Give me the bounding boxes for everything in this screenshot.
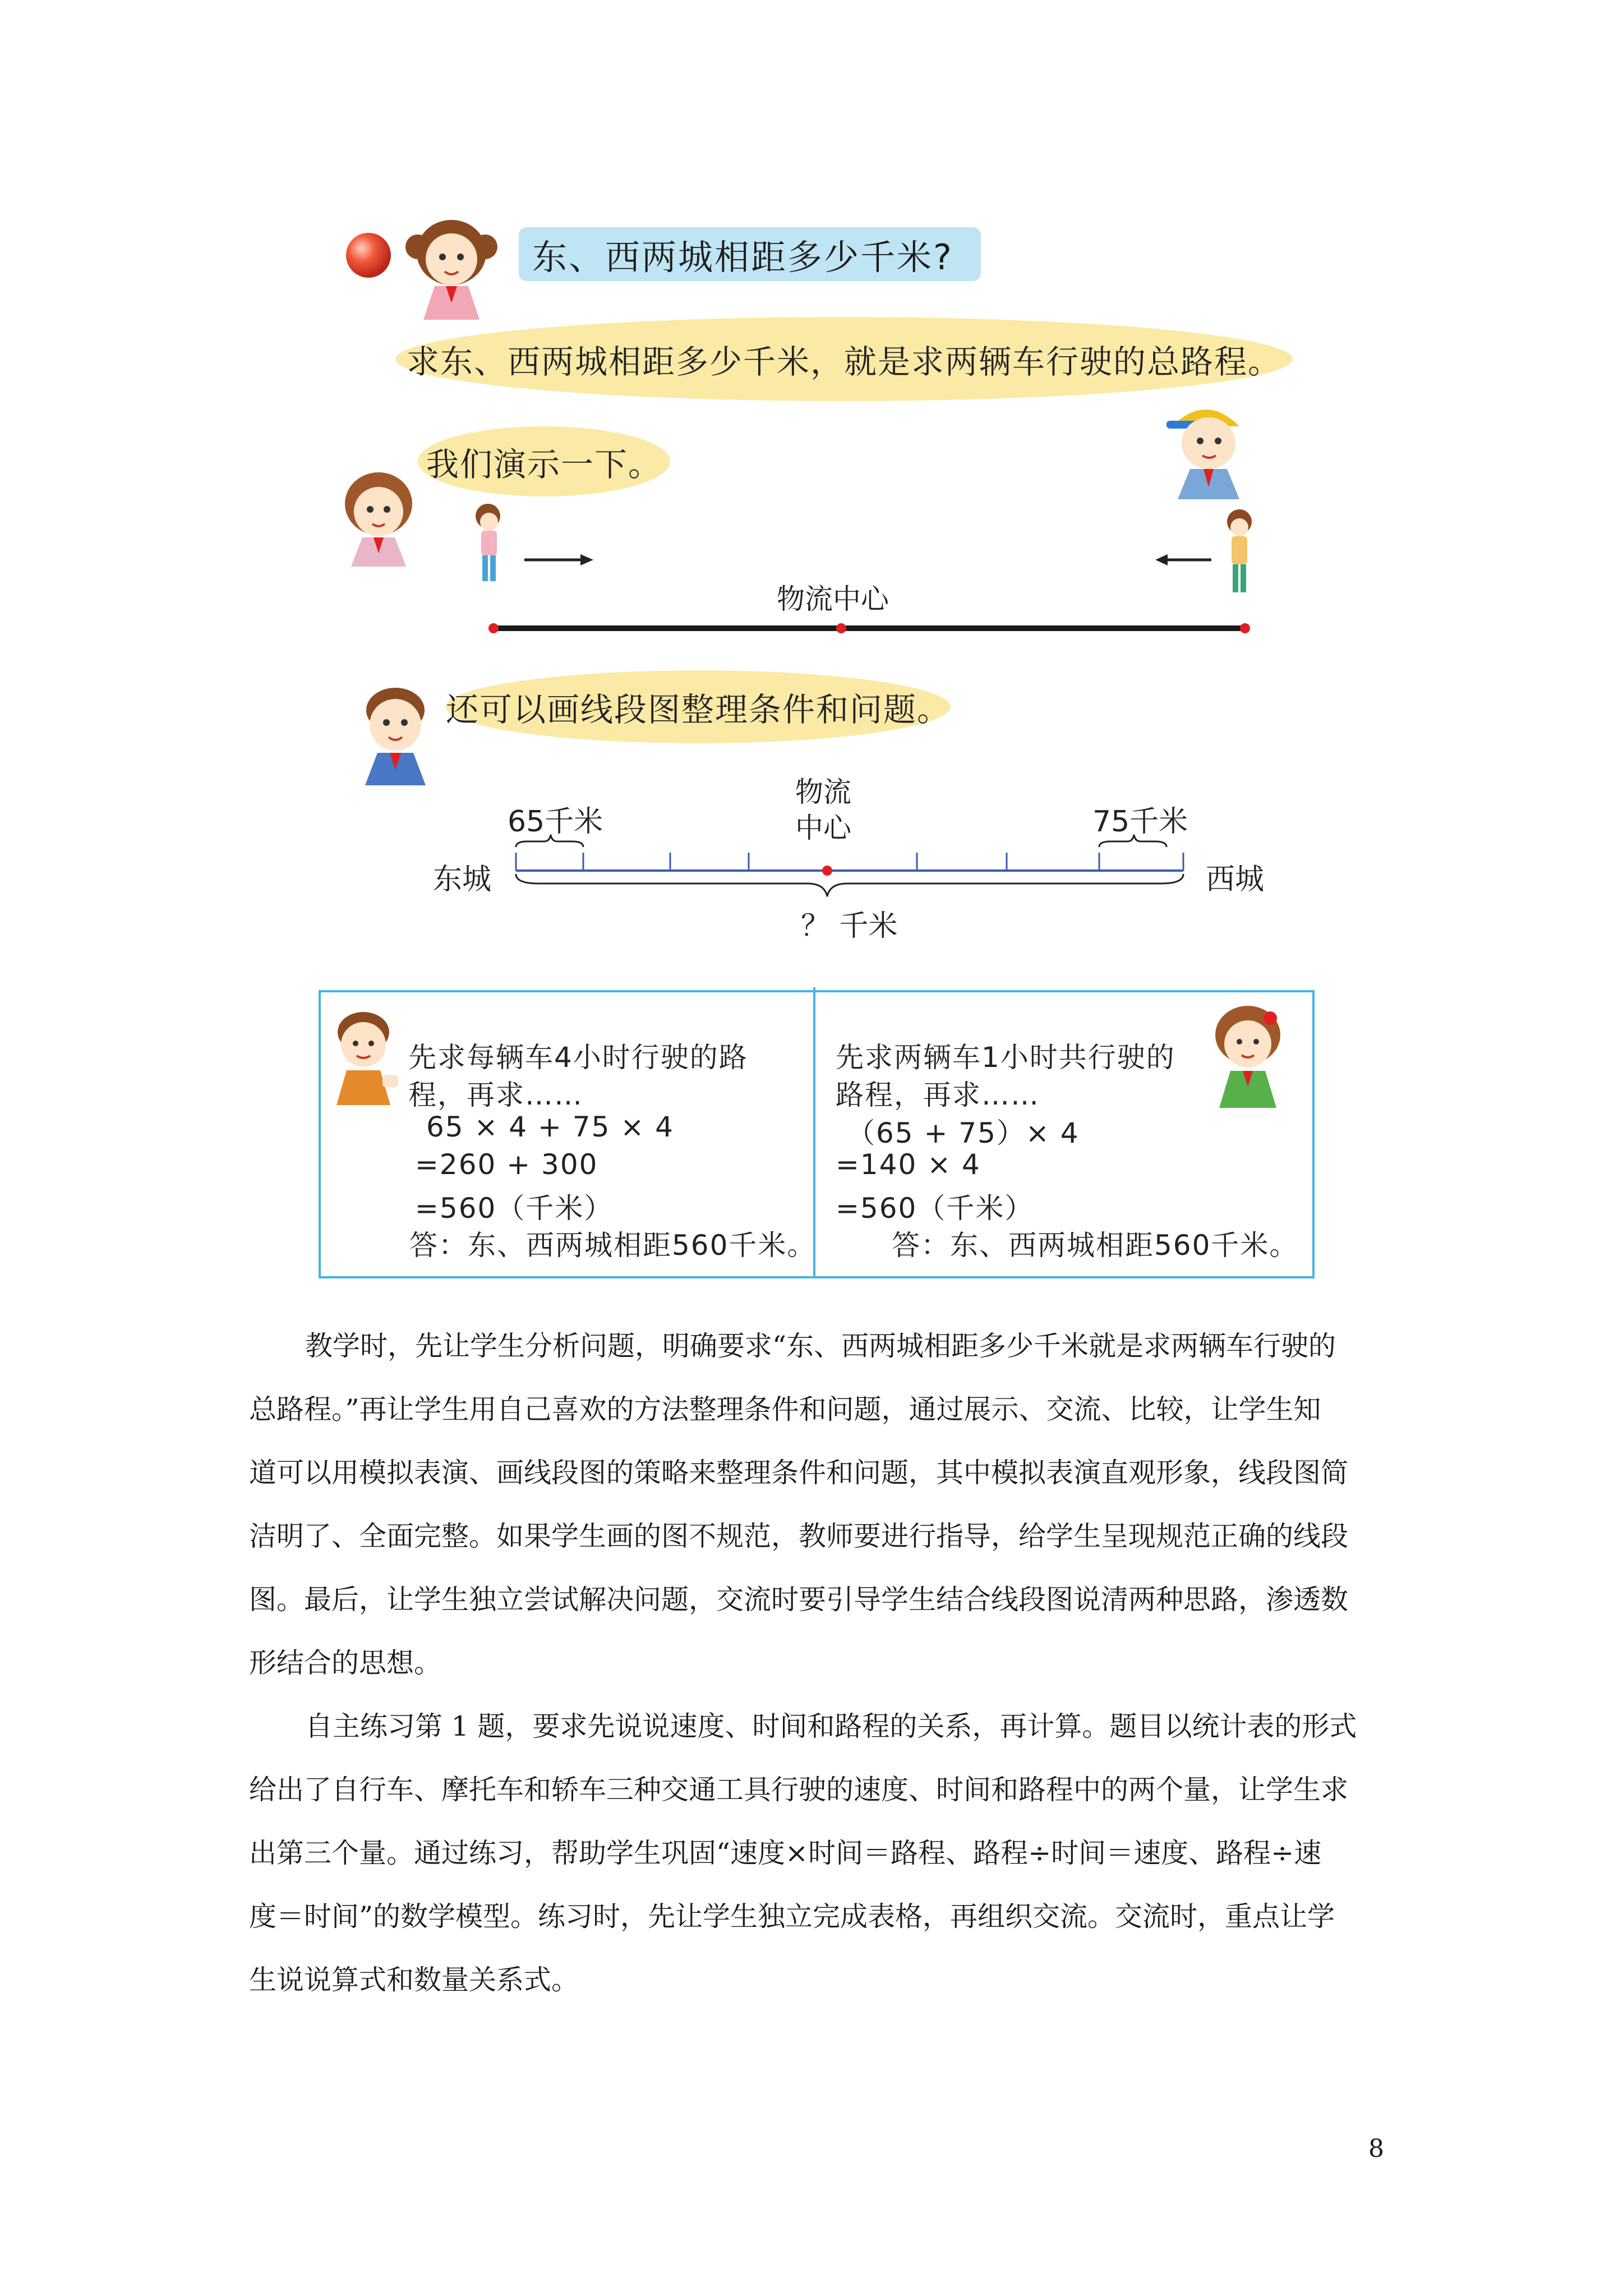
right-end-label: 西城 xyxy=(1206,863,1265,896)
red-ball-icon xyxy=(343,230,394,280)
paragraph-line: 给出了自行车、摩托车和轿车三种交通工具行驶的速度、时间和路程中的两个量，让学生求 xyxy=(249,1774,1349,1806)
right-method-eq3: =560（千米） xyxy=(836,1192,1034,1225)
left-method-answer: 答：东、西两城相距560千米。 xyxy=(409,1229,817,1262)
top-question-bubble xyxy=(519,227,981,281)
top-question-text: 东、西两城相距多少千米? xyxy=(532,236,953,278)
boy-icon xyxy=(345,673,446,785)
right-method-eq1: （65 + 75）× 4 xyxy=(847,1117,1080,1149)
right-method-line2: 路程，再求…… xyxy=(836,1079,1040,1111)
boy-left-icon xyxy=(324,1004,408,1105)
paragraph-line: 出第三个量。通过练习，帮助学生巩固“速度×时间＝路程、路程÷时间＝速度、路程÷速 xyxy=(249,1837,1322,1869)
girl-right-icon xyxy=(1200,996,1295,1108)
paragraph-line: 教学时，先让学生分析问题，明确要求“东、西两城相距多少千米就是求两辆车行驶的 xyxy=(305,1330,1336,1362)
paragraph-practice xyxy=(249,1695,1387,2012)
paragraph-line: 生说说算式和数量关系式。 xyxy=(249,1964,579,1996)
left-method-eq2: =260 + 300 xyxy=(415,1148,598,1181)
arrow-left-icon xyxy=(1155,554,1211,565)
girl-icon xyxy=(331,460,426,567)
left-walker-icon xyxy=(476,504,500,581)
demo-center-label: 物流中心 xyxy=(777,583,889,615)
paragraph-line: 总路程。”再让学生用自己喜欢的方法整理条件和问题，通过展示、交流、比较，让学生知 xyxy=(249,1393,1321,1425)
left-end-label: 东城 xyxy=(433,863,492,896)
arrow-right-icon xyxy=(524,554,593,565)
total-label: ？ 千米 xyxy=(801,909,898,943)
boy-explanation-text: 求东、西两城相距多少千米，就是求两辆车行驶的总路程。 xyxy=(406,343,1281,381)
left-method-line1: 先求每辆车4小时行驶的路 xyxy=(408,1041,748,1074)
left-method-eq3: =560（千米） xyxy=(415,1192,614,1225)
paragraph-line: 形结合的思想。 xyxy=(249,1647,442,1679)
left-method-eq1: 65 × 4 + 75 × 4 xyxy=(426,1111,674,1143)
segment-line-diagram xyxy=(505,830,1200,903)
right-method-line1: 先求两辆车1小时共行驶的 xyxy=(836,1041,1175,1074)
boy-cap-icon xyxy=(1155,387,1256,499)
right-method-eq2: =140 × 4 xyxy=(836,1148,981,1181)
right-method-answer: 答：东、西两城相距560千米。 xyxy=(892,1229,1299,1262)
paragraph-line: 洁明了、全面完整。如果学生画的图不规范，教师要进行指导，给学生呈现规范正确的线段 xyxy=(249,1520,1349,1552)
paragraph-line: 自主练习第 1 题，要求先说说速度、时间和路程的关系，再计算。题目以统计表的形式 xyxy=(305,1710,1357,1742)
paragraph-line: 图。最后，让学生独立尝试解决问题，交流时要引导学生结合线段图说清两种思路，渗透数 xyxy=(249,1584,1349,1616)
left-method-line2: 程，再求…… xyxy=(408,1079,583,1111)
paragraph-line: 度＝时间”的数学模型。练习时，先让学生独立完成表格，再组织交流。交流时，重点让学 xyxy=(249,1901,1335,1932)
girl-pigtails-icon xyxy=(401,208,502,320)
page-number: 8 xyxy=(1368,2134,1384,2163)
paragraph-teaching xyxy=(249,1314,1387,1695)
boy-suggestion-text: 还可以画线段图整理条件和问题。 xyxy=(446,691,951,729)
center-label-line2: 中心 xyxy=(795,812,851,844)
paragraph-line: 道可以用模拟表演、画线段图的策略来整理条件和问题，其中模拟表演直观形象，线段图简 xyxy=(249,1457,1349,1489)
girl-demo-bubble xyxy=(418,426,670,496)
girl-demo-text: 我们演示一下。 xyxy=(426,445,662,484)
left-segment-label: 65千米 xyxy=(508,805,603,839)
boy-suggestion-bubble xyxy=(446,670,951,743)
demo-road xyxy=(460,499,1267,645)
right-segment-label: 75千米 xyxy=(1092,805,1188,839)
right-walker-icon xyxy=(1227,509,1252,592)
center-label-line1: 物流 xyxy=(795,776,851,808)
